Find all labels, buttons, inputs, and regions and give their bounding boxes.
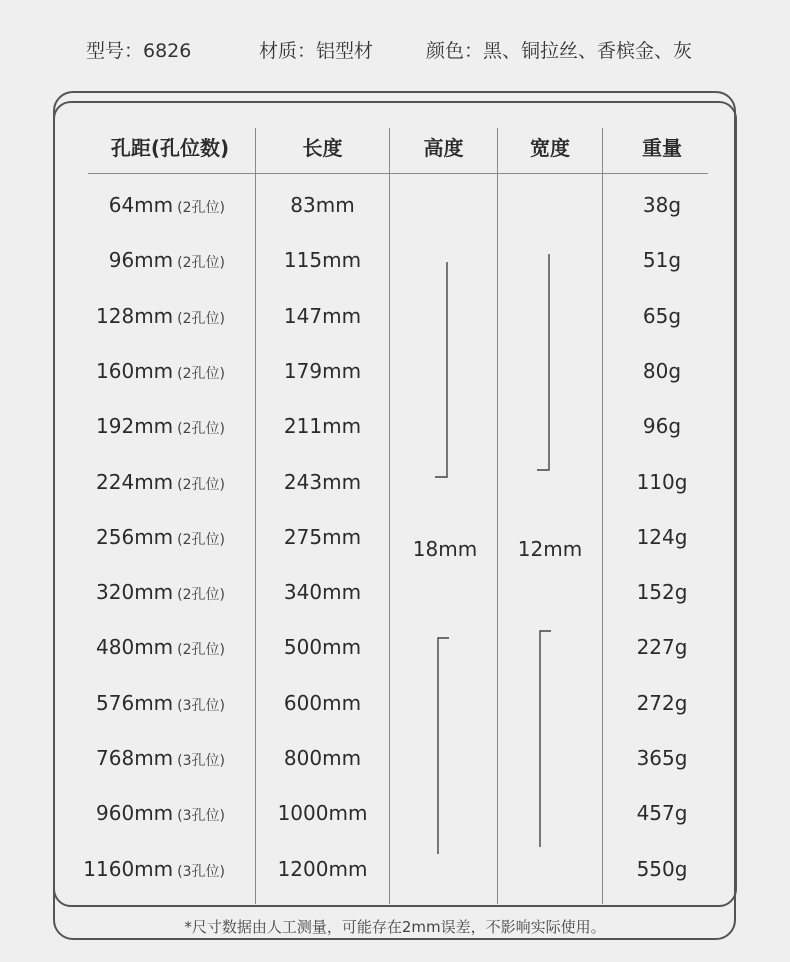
height-bracket-top xyxy=(435,262,447,477)
length-value: 600mm xyxy=(283,691,362,715)
header-pitch: 孔距(孔位数) xyxy=(110,136,230,160)
length-value: 179mm xyxy=(283,359,362,383)
length-value: 115mm xyxy=(283,248,362,272)
hole-count: (2孔位) xyxy=(177,532,225,548)
hole-count: (3孔位) xyxy=(177,864,225,880)
hole-count: (2孔位) xyxy=(177,587,225,603)
footnote: *尺寸数据由人工测量，可能存在2mm误差，不影响实际使用。 xyxy=(184,918,606,936)
weight-value: 365g xyxy=(636,746,688,770)
pitch-value: 224mm xyxy=(96,470,174,494)
hole-count: (3孔位) xyxy=(177,698,225,714)
length-value: 1200mm xyxy=(277,857,368,881)
weight-value: 51g xyxy=(642,248,682,272)
height-value: 18mm xyxy=(412,537,478,561)
weight-value: 96g xyxy=(642,414,682,438)
weight-value: 152g xyxy=(636,580,688,604)
pitch-value: 960mm xyxy=(96,801,174,825)
length-value: 340mm xyxy=(283,580,362,604)
pitch-value: 128mm xyxy=(96,304,174,328)
width-bracket-top xyxy=(537,254,549,470)
weight-value: 65g xyxy=(642,304,682,328)
width-value: 12mm xyxy=(517,537,583,561)
pitch-value: 576mm xyxy=(96,691,174,715)
pitch-value: 480mm xyxy=(96,635,174,659)
pitch-value: 160mm xyxy=(96,359,174,383)
width-bracket-bottom xyxy=(540,631,551,847)
length-value: 275mm xyxy=(283,525,362,549)
hole-count: (2孔位) xyxy=(177,642,225,658)
pitch-value: 96mm xyxy=(108,248,174,272)
length-value: 1000mm xyxy=(277,801,368,825)
hole-count: (2孔位) xyxy=(177,366,225,382)
pitch-value: 1160mm xyxy=(83,857,174,881)
length-value: 243mm xyxy=(283,470,362,494)
length-value: 147mm xyxy=(283,304,362,328)
material-label: 材质：铝型材 xyxy=(259,40,374,62)
hole-count: (3孔位) xyxy=(177,753,225,769)
pitch-value: 192mm xyxy=(96,414,174,438)
hole-count: (2孔位) xyxy=(177,477,225,493)
weight-value: 124g xyxy=(636,525,688,549)
length-value: 211mm xyxy=(283,414,362,438)
pitch-value: 64mm xyxy=(108,193,174,217)
header-height: 高度 xyxy=(423,136,464,160)
weight-value: 457g xyxy=(636,801,688,825)
colors-label: 颜色：黑、铜拉丝、香槟金、灰 xyxy=(426,40,693,62)
hole-count: (2孔位) xyxy=(177,311,225,327)
pitch-value: 768mm xyxy=(96,746,174,770)
pitch-value: 320mm xyxy=(96,580,174,604)
length-value: 500mm xyxy=(283,635,362,659)
hole-count: (2孔位) xyxy=(177,200,225,216)
model-label: 型号：6826 xyxy=(86,40,192,62)
weight-value: 227g xyxy=(636,635,688,659)
hole-count: (2孔位) xyxy=(177,421,225,437)
length-value: 800mm xyxy=(283,746,362,770)
weight-value: 38g xyxy=(642,193,682,217)
header-length: 长度 xyxy=(302,136,343,160)
weight-value: 550g xyxy=(636,857,688,881)
height-bracket-bottom xyxy=(438,638,449,854)
hole-count: (2孔位) xyxy=(177,255,225,271)
hole-count: (3孔位) xyxy=(177,808,225,824)
weight-value: 272g xyxy=(636,691,688,715)
weight-value: 80g xyxy=(642,359,682,383)
header-width: 宽度 xyxy=(530,136,570,160)
pitch-value: 256mm xyxy=(96,525,174,549)
weight-value: 110g xyxy=(636,470,688,494)
header-weight: 重量 xyxy=(642,136,682,160)
length-value: 83mm xyxy=(290,193,355,217)
